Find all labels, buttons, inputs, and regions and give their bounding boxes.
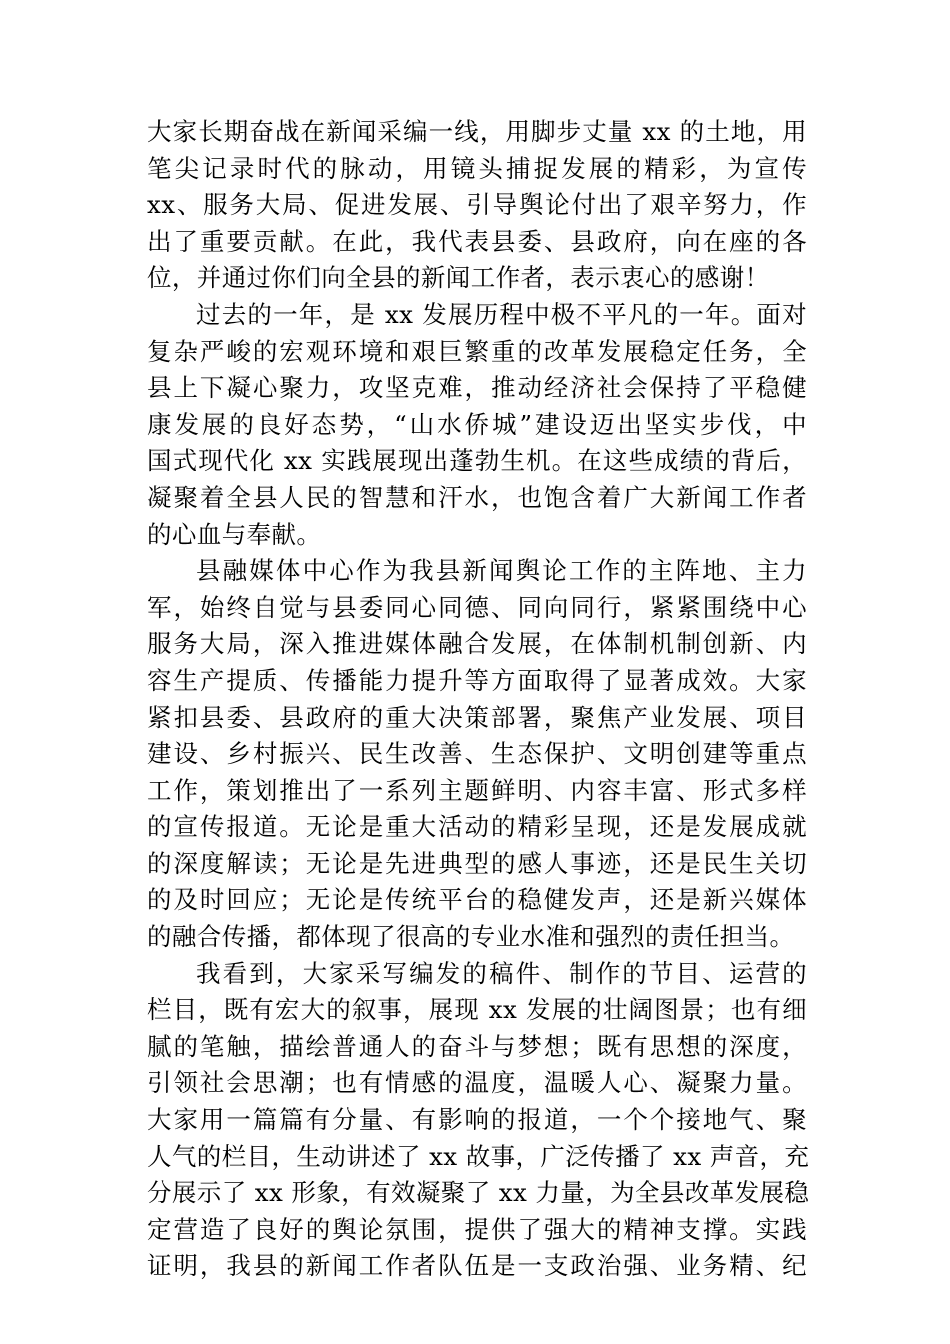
text-line: 国式现代化 xx 实践展现出蓬勃生机。在这些成绩的背后， — [147, 446, 807, 476]
text-line: 容生产提质、传播能力提升等方面取得了显著成效。大家 — [147, 665, 807, 695]
text-line: 栏目，既有宏大的叙事，展现 xx 发展的壮阔图景；也有细 — [147, 995, 807, 1025]
text-line: 的深度解读；无论是先进典型的感人事迹，还是民生关切 — [147, 848, 807, 878]
text-line: 位，并通过你们向全县的新闻工作者，表示衷心的感谢！ — [147, 263, 770, 293]
text-line: 康发展的良好态势，“山水侨城”建设迈出坚实步伐，中 — [147, 409, 807, 439]
text-line: 笔尖记录时代的脉动，用镜头捕捉发展的精彩，为宣传 — [147, 153, 807, 183]
text-line: 工作，策划推出了一系列主题鲜明、内容丰富、形式多样 — [147, 775, 807, 805]
text-line: 紧扣县委、县政府的重大决策部署，聚焦产业发展、项目 — [147, 702, 807, 732]
text-line: 建设、乡村振兴、民生改善、生态保护、文明创建等重点 — [147, 739, 807, 769]
text-line: 过去的一年，是 xx 发展历程中极不平凡的一年。面对 — [196, 299, 807, 329]
text-line: 服务大局，深入推进媒体融合发展，在体制机制创新、内 — [147, 629, 807, 659]
text-line: 我看到，大家采写编发的稿件、制作的节目、运营的 — [196, 958, 807, 988]
text-line: 的心血与奉献。 — [147, 519, 322, 549]
text-line: 的宣传报道。无论是重大活动的精彩呈现，还是发展成就 — [147, 812, 807, 842]
text-line: 证明，我县的新闻工作者队伍是一支政治强、业务精、纪 — [147, 1251, 807, 1281]
text-line: 凝聚着全县人民的智慧和汗水，也饱含着广大新闻工作者 — [147, 482, 807, 512]
text-line: 的及时回应；无论是传统平台的稳健发声，还是新兴媒体 — [147, 885, 807, 915]
text-line: 的融合传播，都体现了很高的专业水准和强烈的责任担当。 — [147, 922, 795, 952]
text-line: 大家用一篇篇有分量、有影响的报道，一个个接地气、聚 — [147, 1105, 807, 1135]
text-line: 分展示了 xx 形象，有效凝聚了 xx 力量，为全县改革发展稳 — [147, 1178, 810, 1208]
text-line: 引领社会思潮；也有情感的温度，温暖人心、凝聚力量。 — [147, 1068, 807, 1098]
text-line: xx、服务大局、促进发展、引导舆论付出了艰辛努力，作 — [147, 190, 807, 220]
document-body-text — [147, 114, 810, 1285]
text-line: 出了重要贡献。在此，我代表县委、县政府，向在座的各 — [147, 226, 807, 256]
text-line: 县融媒体中心作为我县新闻舆论工作的主阵地、主力 — [196, 556, 807, 586]
text-line: 人气的栏目，生动讲述了 xx 故事，广泛传播了 xx 声音，充 — [147, 1141, 810, 1171]
text-line: 复杂严峻的宏观环境和艰巨繁重的改革发展稳定任务，全 — [147, 336, 807, 366]
text-line: 大家长期奋战在新闻采编一线，用脚步丈量 xx 的土地，用 — [147, 117, 807, 146]
text-line: 腻的笔触，描绘普通人的奋斗与梦想；既有思想的深度， — [147, 1031, 807, 1061]
text-line: 军，始终自觉与县委同心同德、同向同行，紧紧围绕中心 — [147, 592, 807, 622]
text-line: 县上下凝心聚力，攻坚克难，推动经济社会保持了平稳健 — [147, 373, 807, 403]
text-line: 定营造了良好的舆论氛围，提供了强大的精神支撑。实践 — [147, 1214, 807, 1244]
